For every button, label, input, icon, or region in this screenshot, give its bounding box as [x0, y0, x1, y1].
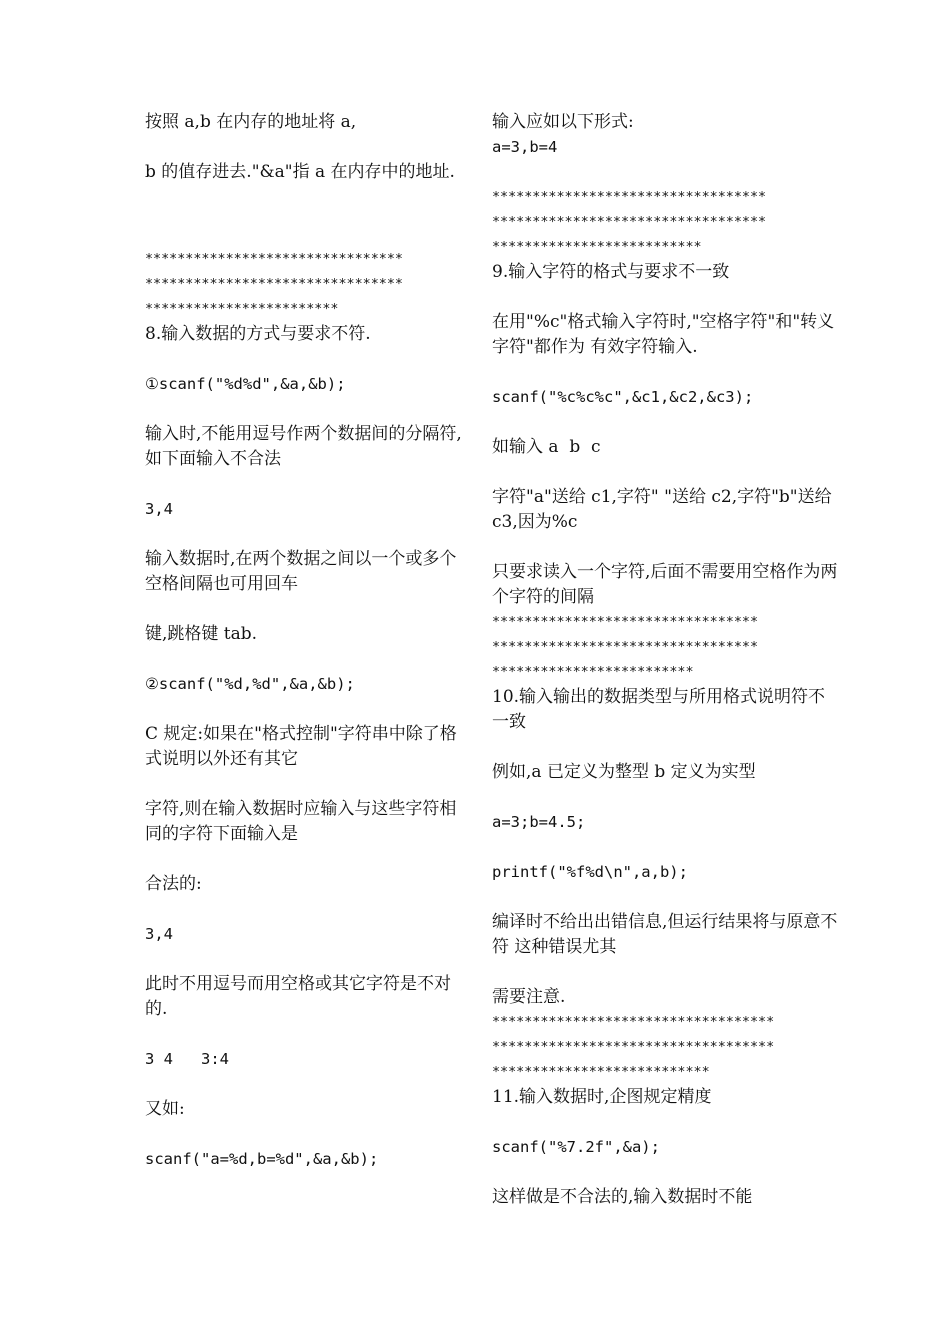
text-line: 只要求读入一个字符,后面不需要用空格作为两个字符的间隔	[492, 562, 838, 607]
text-line: C 规定:如果在"格式控制"字符串中除了格式说明以外还有其它	[145, 724, 457, 769]
section-heading: 8.输入数据的方式与要求不符.	[145, 324, 371, 344]
code-line: ①scanf("%d%d",&a,&b);	[145, 375, 346, 393]
text-line: 例如,a 已定义为整型 b 定义为实型	[492, 762, 756, 782]
section-heading: 10.输入输出的数据类型与所用格式说明符不一致	[492, 687, 826, 732]
code-line: ②scanf("%d,%d",&a,&b);	[145, 675, 355, 693]
text-line: 输入应如以下形式:	[492, 112, 634, 132]
code-line: a=3,b=4	[492, 138, 558, 156]
code-line: printf("%f%d\n",a,b);	[492, 863, 688, 881]
separator-stars: *************************	[492, 665, 694, 680]
text-line: 需要注意.	[492, 987, 566, 1007]
separator-stars: *********************************	[492, 615, 759, 630]
text-line: 如输入 a b c	[492, 437, 601, 457]
code-line: scanf("%c%c%c",&c1,&c2,&c3);	[492, 388, 754, 406]
text-line: 这样做是不合法的,输入数据时不能	[492, 1187, 753, 1207]
text-line: 输入数据时,在两个数据之间以一个或多个空格间隔也可用回车	[145, 549, 457, 594]
separator-stars: ********************************	[145, 277, 403, 292]
text-line: 输入时,不能用逗号作两个数据间的分隔符,如下面输入不合法	[145, 424, 462, 469]
text-line: 在用"%c"格式输入字符时,"空格字符"和"转义字符"都作为 有效字符输入.	[492, 312, 835, 357]
text-line: 字符"a"送给 c1,字符" "送给 c2,字符"b"送给 c3,因为%c	[492, 487, 838, 532]
separator-stars: ***********************************	[492, 1015, 775, 1030]
text-line: 编译时不给出出错信息,但运行结果将与原意不符 这种错误尤其	[492, 912, 838, 957]
section-heading: 11.输入数据时,企图规定精度	[492, 1087, 712, 1107]
code-line: 3 4 3:4	[145, 1050, 229, 1068]
text-line: 此时不用逗号而用空格或其它字符是不对的.	[145, 974, 451, 1019]
text-line: 又如:	[145, 1099, 185, 1119]
code-line: scanf("a=%d,b=%d",&a,&b);	[145, 1150, 379, 1168]
separator-stars: *********************************	[492, 640, 759, 655]
text-line: 合法的:	[145, 874, 202, 894]
text-line: b 的值存进去."&a"指 a 在内存中的地址.	[145, 162, 455, 182]
text-line: 键,跳格键 tab.	[145, 624, 258, 644]
separator-stars: ********************************	[145, 252, 403, 267]
left-column	[145, 110, 467, 1172]
code-line: a=3;b=4.5;	[492, 813, 586, 831]
separator-stars: ************************	[145, 302, 339, 317]
code-line: 3,4	[145, 925, 173, 943]
right-column	[492, 110, 842, 1210]
separator-stars: ***************************	[492, 1065, 710, 1080]
separator-stars: **********************************	[492, 215, 767, 230]
text-line: 按照 a,b 在内存的地址将 a,	[145, 112, 357, 132]
code-line: scanf("%7.2f",&a);	[492, 1138, 660, 1156]
code-line: 3,4	[145, 500, 173, 518]
separator-stars: **************************	[492, 240, 702, 255]
separator-stars: **********************************	[492, 190, 767, 205]
text-line: 字符,则在输入数据时应输入与这些字符相同的字符下面输入是	[145, 799, 457, 844]
section-heading: 9.输入字符的格式与要求不一致	[492, 262, 730, 282]
separator-stars: ***********************************	[492, 1040, 775, 1055]
